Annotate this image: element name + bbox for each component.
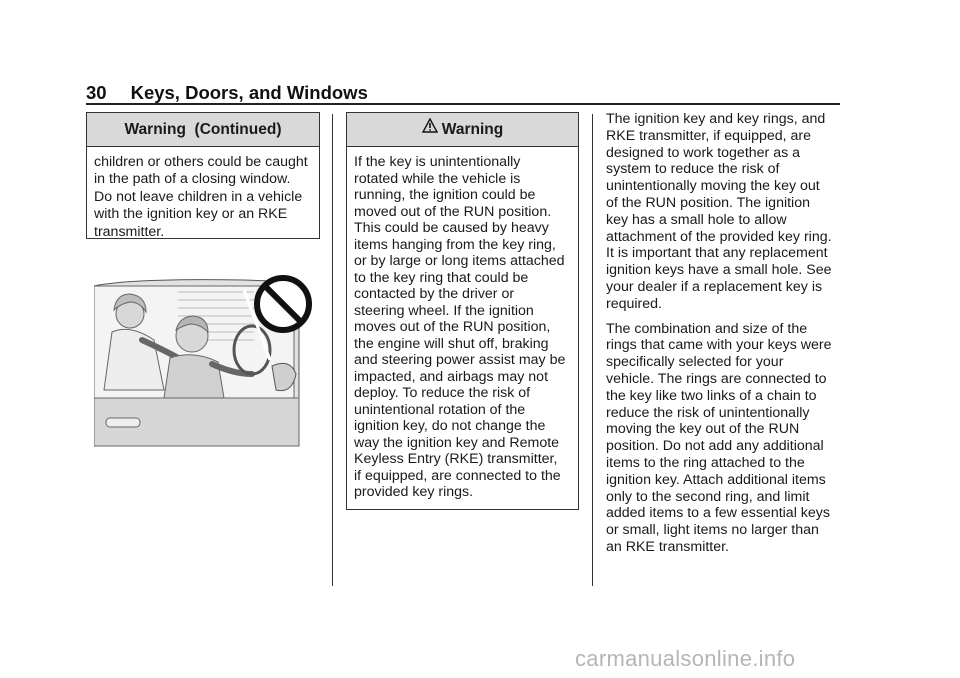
warning-continued-box [86,112,320,239]
text-line: The combination and size of the [606,320,808,337]
warning-line: children or others could be caught [94,154,308,170]
warning-line: Do not leave children in a vehicle [94,188,303,205]
warning-line: unintentional rotation of the [354,401,526,418]
text-line: position. Do not add any additional [606,438,824,455]
caution-triangle-icon [422,113,438,146]
text-line: an RKE transmitter. [606,538,730,555]
warning-box [346,112,579,510]
text-line: of the RUN position. The ignition [606,194,810,211]
warning-body [347,147,578,511]
text-line: designed to work together as a [606,144,801,161]
warning-line: steering wheel. If the ignition [354,302,534,319]
warning-line: provided key rings. [354,484,474,500]
header-rule [86,103,840,105]
text-line: specifically selected for your [606,354,784,371]
paragraph-ring-combination [606,321,842,556]
text-line: key has a small hole to allow [606,211,787,228]
warning-line: deploy. To reduce the risk of [354,385,531,401]
warning-line: running, the ignition could be [354,187,536,203]
text-line: your dealer if a replacement key is [606,278,823,295]
warning-line: to the key ring that could be [354,269,529,286]
page-number: 30 [86,82,107,103]
page-header [86,82,368,104]
text-line: vehicle. The rings are connected to [606,370,827,387]
text-line: moving the key out of the RUN [606,421,800,438]
warning-line: moved out of the RUN position. [354,203,552,220]
section-title: Keys, Doors, and Windows [130,82,368,103]
warning-line: items hanging from the key ring, [354,236,556,253]
text-line: added items to a few essential keys [606,505,830,522]
warning-line: way the ignition key and Remote [354,434,560,451]
text-line: unintentionally moving the key out [606,178,820,195]
warning-line: This could be caused by heavy [354,220,549,236]
warning-line: Keyless Entry (RKE) transmitter, [354,451,558,467]
text-line: It is important that any replacement [606,245,828,262]
column-divider-left [332,114,333,586]
warning-line: and steering power assist may be [354,352,566,368]
warning-line: moves out of the RUN position, [354,319,551,335]
warning-line: or by large or long items attached [354,253,565,269]
warning-line: with the ignition key or an RKE [94,206,288,223]
text-line: RKE transmitter, if equipped, are [606,127,812,144]
text-line: reduce the risk of unintentionally [606,404,810,421]
text-line: required. [606,295,662,312]
text-line: the key like two links of a chain to [606,387,817,404]
warning-line: transmitter. [94,223,165,240]
text-line: ignition key. Attach additional items [606,471,826,488]
prohibition-icon [252,273,314,335]
warning-line: in the path of a closing window. [94,171,291,188]
column-divider-right [592,114,593,586]
text-line: attachment of the provided key ring. [606,228,832,245]
paragraph-key-rings [606,111,842,313]
text-line: only to the second ring, and limit [606,488,810,505]
warning-line: rotated while the vehicle is [354,170,521,187]
body-text-column [606,111,842,564]
text-line: rings that came with your keys were [606,337,832,354]
illustration-children-in-car [94,270,314,455]
warning-title [347,113,578,147]
warning-continued-body [87,147,319,251]
text-line: ignition keys have a small hole. See [606,262,832,279]
warning-line: the engine will shut off, braking [354,335,549,352]
text-line: system to reduce the risk of [606,161,780,178]
warning-line: contacted by the driver or [354,286,515,302]
warning-continued-title-text: Warning (Continued) [124,121,282,138]
text-line: items to the ring attached to the [606,454,805,471]
warning-line: If the key is unintentionally [354,154,521,170]
warning-line: if equipped, are connected to the [354,467,561,484]
warning-line: ignition key, do not change the [354,418,546,434]
warning-title-text: Warning [441,121,504,138]
text-line: The ignition key and key rings, and [606,111,826,127]
warning-line: impacted, and airbags may not [354,368,549,385]
text-line: or small, light items no larger than [606,522,819,539]
watermark: carmanualsonline.info [575,646,796,671]
warning-continued-title [87,113,319,147]
